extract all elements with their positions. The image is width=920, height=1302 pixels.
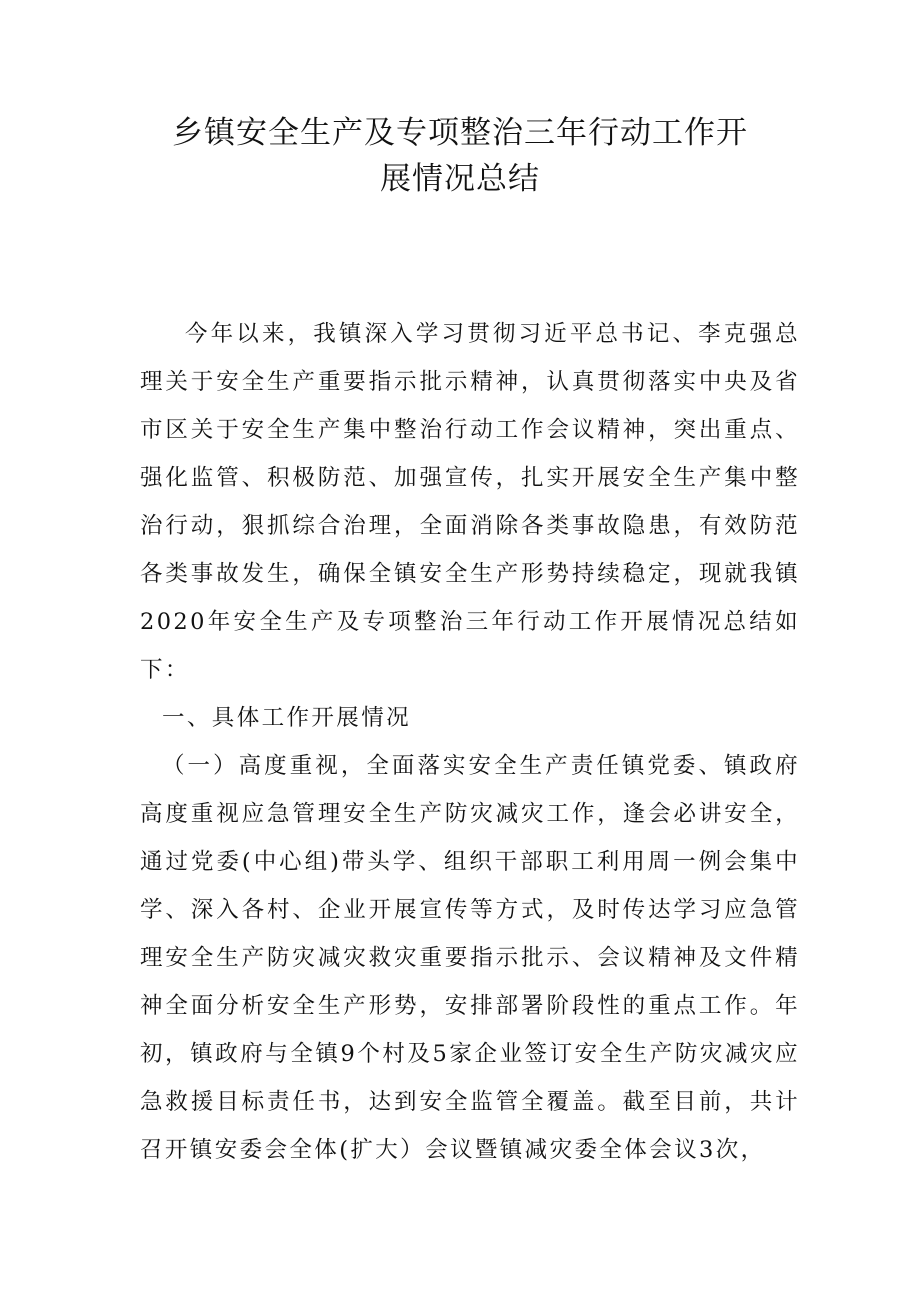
document-title — [110, 110, 810, 202]
section-heading: 一、具体工作开展情况 — [162, 705, 412, 731]
title-line-2: 展情况总结 — [380, 161, 540, 197]
document-body — [140, 310, 800, 1174]
title-line-1: 乡镇安全生产及专项整治三年行动工作开 — [172, 115, 748, 151]
intro-paragraph: 今年以来，我镇深入学习贯彻习近平总书记、李克强总理关于安全生产重要指示批示精神，认真贯彻落实中央及省市区关于安全生产集中整治行动工作会议精神，突出重点、强化监管、积极防范、加强宣传，扎实开展安全生产集中整治行动，狠抓综合治理，全面消除各类事故隐患，有效防范各类事故发生，确保全镇安全生产形势持续稳定，现就我镇2020年安全生产及专项整治三年行动工作开展情况总结如下： — [140, 321, 800, 683]
body-paragraph: （一）高度重视，全面落实安全生产责任镇党委、镇政府高度重视应急管理安全生产防灾减灾工作，逢会必讲安全，通过党委(中心组)带头学、组织干部职工利用周一例会集中学、深入各村、企业开展宣传等方式，及时传达学习应急管理安全生产防灾减灾救灾重要指示批示、会议精神及文件精神全面分析安全生产形势，安排部署阶段性的重点工作。年初，镇政府与全镇9个村及5家企业签订安全生产防灾减灾应急救援目标责任书，达到安全监管全覆盖。截至目前，共计召开镇安委会全体(扩大）会议暨镇减灾委全体会议3次， — [140, 753, 800, 1163]
